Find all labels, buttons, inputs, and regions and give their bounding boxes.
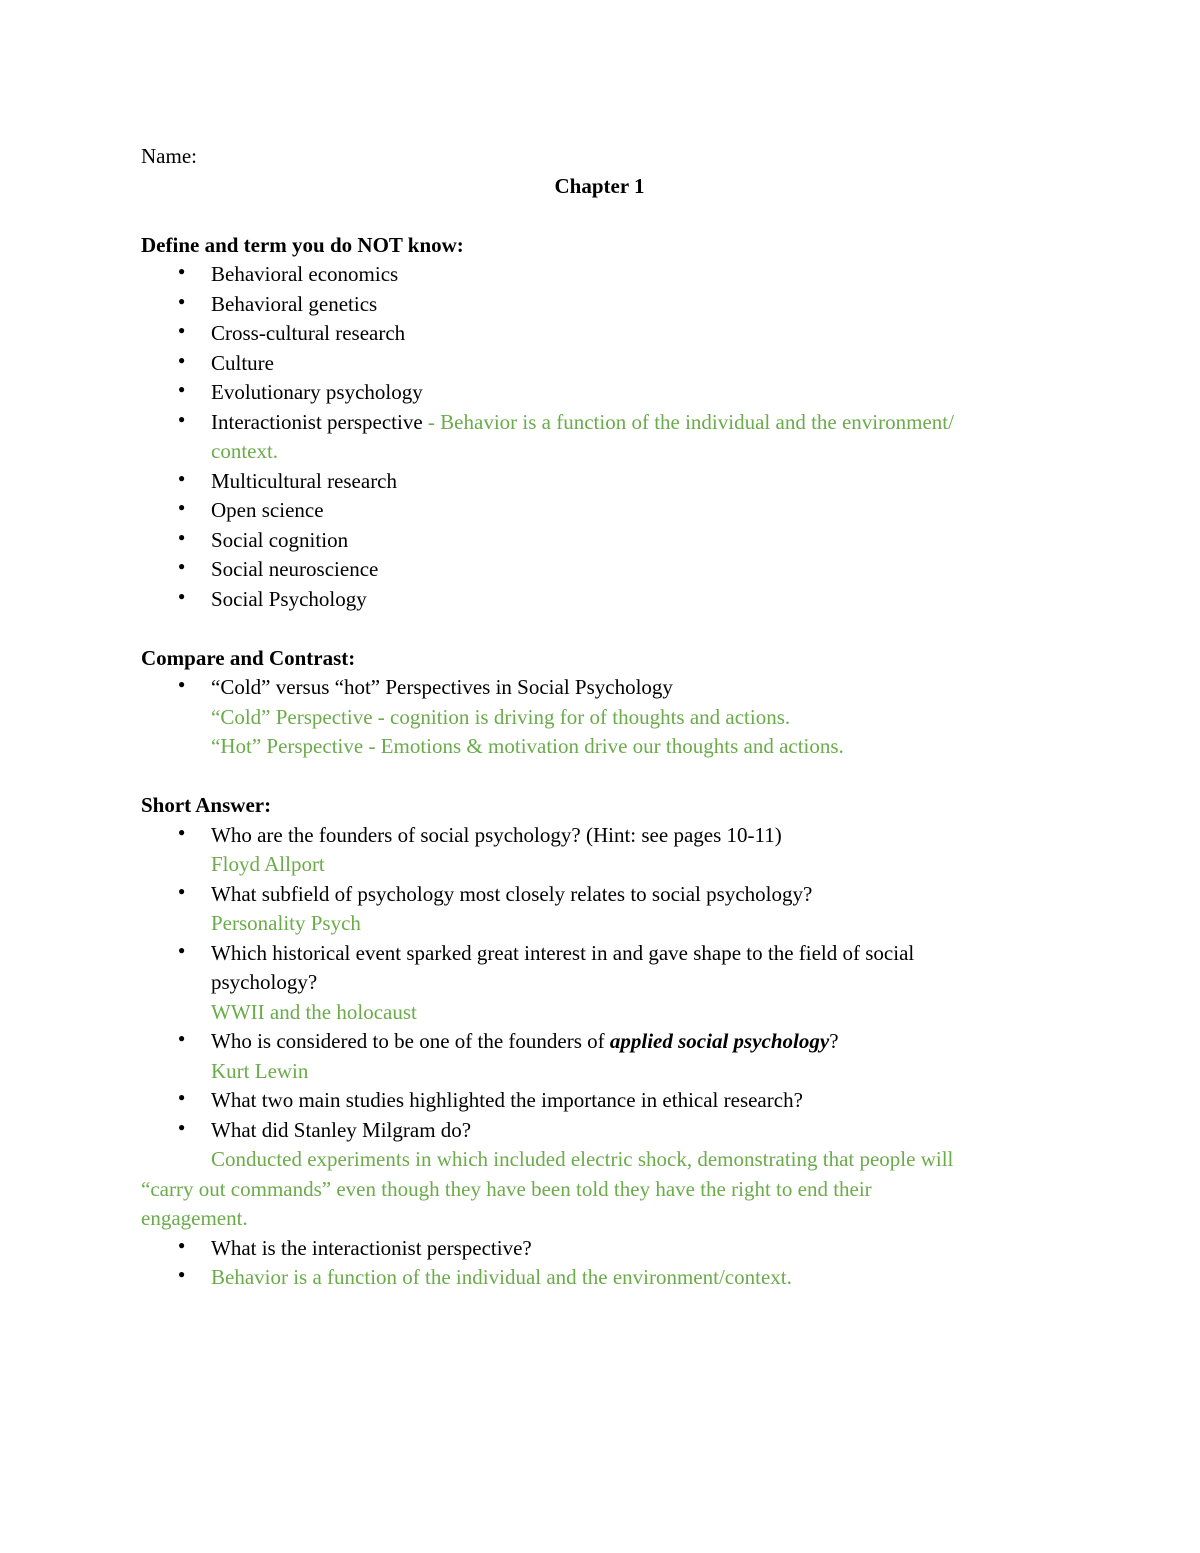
bullet-icon: ●	[178, 1031, 186, 1045]
answer-text: Kurt Lewin	[211, 1058, 309, 1083]
list-item: ● Social cognition	[178, 527, 349, 552]
list-item-interactionist: ● Interactionist perspective - Behavior is a function of the individual and the environment/ context.	[178, 409, 954, 463]
list-item: ● Behavior is a function of the individual and the environment/context.	[178, 1265, 792, 1289]
list-item: ● What is the interactionist perspective?	[178, 1235, 532, 1260]
define-list	[141, 260, 1061, 614]
spacer	[141, 762, 1061, 792]
name-label: Name:	[141, 144, 197, 168]
bullet-icon: ●	[178, 264, 186, 278]
list-item: ● Culture	[178, 350, 274, 375]
bullet-icon: ●	[178, 470, 186, 485]
bullet-icon: ●	[178, 1267, 186, 1281]
bullet-icon: ●	[178, 559, 186, 573]
list-item: ● Behavioral economics	[178, 262, 399, 286]
list-item: ● Behavioral genetics	[178, 291, 378, 316]
list-item: ● What two main studies highlighted the importance in ethical research?	[178, 1088, 803, 1112]
list-item: ● Multicultural research	[178, 468, 398, 493]
bullet-icon: ●	[178, 323, 186, 337]
list-item: ● Social neuroscience	[178, 557, 379, 581]
answer-text: “Hot” Perspective - Emotions & motivation drive our thoughts and actions.	[211, 734, 844, 758]
compare-heading: Compare and Contrast:	[141, 645, 356, 670]
list-item: ● What subfield of psychology most closely relates to social psychology?	[178, 881, 813, 906]
bullet-icon: ●	[178, 352, 186, 367]
answer-text: - Behavior is a function of the individual and the environment/	[422, 409, 954, 434]
list-item: ● Who is considered to be one of the founders of applied social psychology?	[178, 1029, 839, 1053]
emphasis-text: applied social psychology	[609, 1029, 830, 1053]
list-item: ● Social Psychology	[178, 586, 367, 611]
bullet-icon: ●	[178, 411, 186, 426]
list-item: ● “Cold” versus “hot” Perspectives in Social Psychology	[178, 675, 673, 699]
answer-text: Conducted experiments in which included electric shock, demonstrating that people will	[211, 1147, 954, 1171]
short-answer-heading: Short Answer:	[141, 793, 272, 817]
list-item: ● Evolutionary psychology	[178, 380, 423, 404]
bullet-icon: ●	[178, 1237, 186, 1252]
list-item: ● Open science	[178, 498, 324, 522]
bullet-icon: ●	[178, 824, 186, 839]
answer-text: “carry out commands” even though they have been told they have the right to end their	[141, 1176, 872, 1201]
list-item: ● What did Stanley Milgram do?	[178, 1117, 472, 1142]
list-item: ● Who are the founders of social psychology? (Hint: see pages 10-11)	[178, 822, 782, 847]
list-item: ● Cross-cultural research	[178, 321, 406, 345]
list-item: ● Which historical event sparked great interest in and gave shape to the field of social psychology?	[178, 940, 915, 994]
bullet-icon: ●	[178, 588, 186, 603]
define-heading: Define and term you do NOT know:	[141, 232, 464, 257]
spacer	[141, 201, 1061, 231]
bullet-icon: ●	[178, 883, 186, 898]
document-page	[141, 142, 1061, 1293]
bullet-icon: ●	[178, 382, 186, 396]
bullet-icon: ●	[178, 1119, 186, 1134]
answer-text: “Cold” Perspective - cognition is driving for of thoughts and actions.	[211, 704, 791, 729]
answer-text: WWII and the holocaust	[211, 999, 417, 1024]
answer-text: Floyd Allport	[211, 852, 325, 876]
page-title: Chapter 1	[554, 173, 645, 198]
bullet-icon: ●	[178, 293, 186, 308]
spacer	[141, 614, 1061, 644]
bullet-icon: ●	[178, 500, 186, 514]
bullet-icon: ●	[178, 942, 186, 957]
answer-text: context.	[211, 439, 279, 463]
answer-text: engagement.	[141, 1206, 248, 1230]
bullet-icon: ●	[178, 677, 186, 691]
answer-text: Personality Psych	[211, 911, 361, 935]
bullet-icon: ●	[178, 529, 186, 544]
bullet-icon: ●	[178, 1090, 186, 1104]
